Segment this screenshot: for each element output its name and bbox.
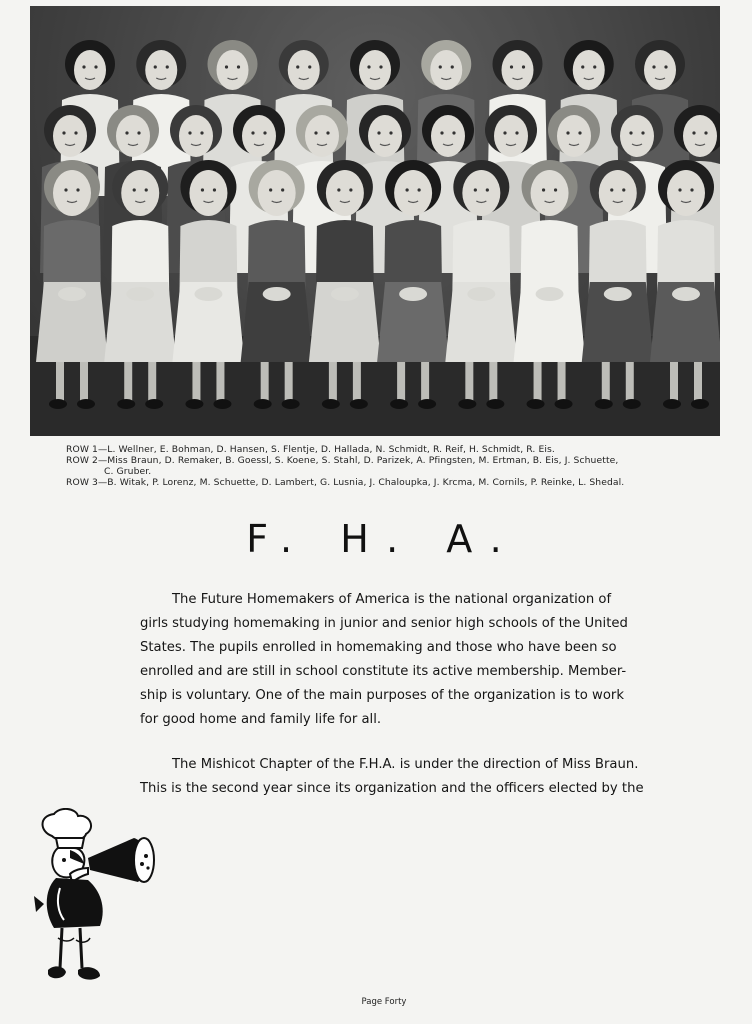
paragraph-1-line: ship is voluntary. One of the main purposes of the organization is to work bbox=[140, 688, 624, 703]
caption-row-1: ROW 1—L. Wellner, E. Bohman, D. Hansen, S. Flentje, D. Hallada, N. Schmidt, R. Reif, H. Schmidt, R. Eis. bbox=[66, 444, 555, 455]
page-title: F. H. A. bbox=[246, 517, 520, 561]
chef-mascot-illustration bbox=[30, 808, 190, 1008]
caption-row-2-continued: C. Gruber. bbox=[104, 466, 152, 477]
paragraph-1-line: for good home and family life for all. bbox=[140, 712, 382, 727]
caption-row-3: ROW 3—B. Witak, P. Lorenz, M. Schuette, D. Lambert, G. Lusnia, J. Chaloupka, J. Krcma, M. Cornils, P. Reinke, L. Shedal. bbox=[66, 477, 625, 488]
paragraph-2 bbox=[140, 753, 644, 801]
group-photo-drawing bbox=[30, 6, 720, 436]
paragraph-2-line: This is the second year since its organization and the officers elected by the bbox=[140, 781, 644, 796]
photo-caption bbox=[66, 444, 706, 488]
paragraph-1-line: girls studying homemaking in junior and senior high schools of the United bbox=[140, 616, 628, 631]
caption-row-2: ROW 2—Miss Braun, D. Remaker, B. Goessl, S. Koene, S. Stahl, D. Parizek, A. Pfingsten, M. Ertman, B. Eis, J. Schuette, bbox=[66, 455, 619, 466]
paragraph-1-line: enrolled and are still in school constitute its active membership. Member- bbox=[140, 664, 627, 679]
group-photo bbox=[30, 6, 720, 436]
page-number: Page Forty bbox=[361, 997, 407, 1007]
paragraph-2-line: The Mishicot Chapter of the F.H.A. is under the direction of Miss Braun. bbox=[172, 757, 639, 772]
paragraph-1-line: The Future Homemakers of America is the national organization of bbox=[172, 592, 612, 607]
paragraph-1-line: States. The pupils enrolled in homemaking and those who have been so bbox=[140, 640, 617, 655]
paragraph-1 bbox=[140, 588, 628, 732]
